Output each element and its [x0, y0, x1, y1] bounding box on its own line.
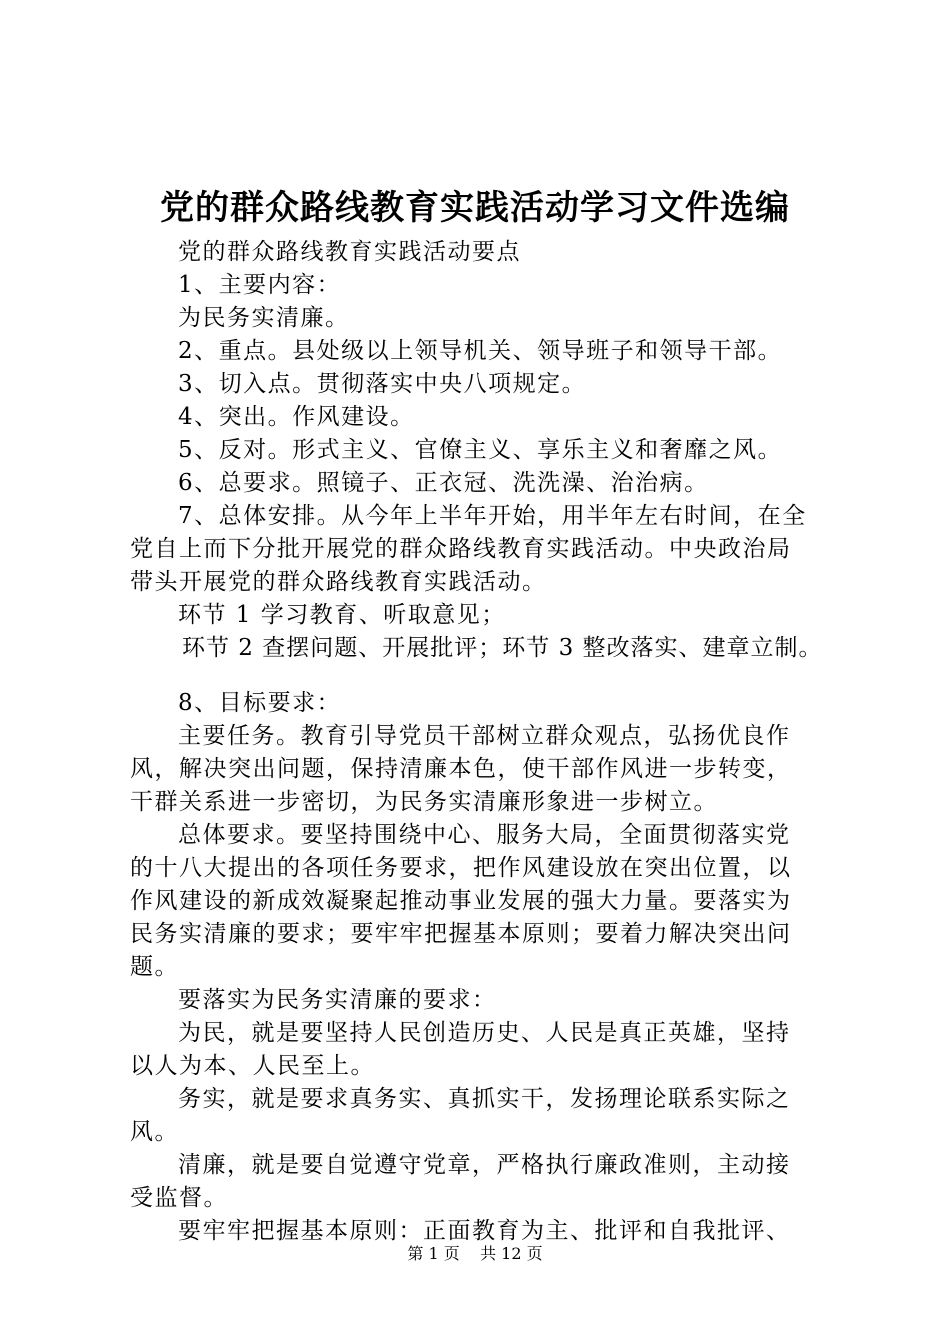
text-line: 8、目标要求：: [178, 690, 342, 716]
text-line: 带头开展党的群众路线教育实践活动。: [130, 569, 547, 595]
text-line: 总体要求。要坚持围绕中心、服务大局，全面贯彻落实党: [178, 822, 791, 848]
text-line: 6、总要求。照镜子、正衣冠、洗洗澡、治治病。: [178, 470, 709, 496]
text-line: 要落实为民务实清廉的要求：: [178, 987, 497, 1013]
text-line: 以人为本、人民至上。: [130, 1053, 375, 1079]
text-line: 党的群众路线教育实践活动要点: [178, 239, 521, 265]
page-total: 共 12 页: [480, 1244, 543, 1263]
text-line: 受监督。: [130, 1185, 228, 1211]
text-line: 民务实清廉的要求；要牢牢把握基本原则；要着力解决突出问: [130, 921, 792, 947]
text-line: 为民，就是要坚持人民创造历史、人民是真正英雄，坚持: [178, 1020, 791, 1046]
text-line: 风，解决突出问题，保持清廉本色，使干部作风进一步转变，: [130, 756, 792, 782]
text-line: 题。: [130, 954, 179, 980]
text-line: 要牢牢把握基本原则：正面教育为主、批评和自我批评、: [178, 1218, 791, 1244]
text-line: 清廉，就是要自觉遵守党章，严格执行廉政准则，主动接: [178, 1152, 791, 1178]
page-number: 第 1 页: [407, 1244, 460, 1263]
text-line: 环节 2 查摆问题、开展批评；环节 3 整改落实、建章立制。: [182, 635, 823, 661]
text-line: 2、重点。县处级以上领导机关、领导班子和领导干部。: [178, 338, 783, 364]
text-line: 主要任务。教育引导党员干部树立群众观点，弘扬优良作: [178, 723, 791, 749]
text-line: 5、反对。形式主义、官僚主义、享乐主义和奢靡之风。: [178, 437, 783, 463]
text-line: 环节 1 学习教育、听取意见；: [178, 602, 506, 628]
text-line: 的十八大提出的各项任务要求，把作风建设放在突出位置，以: [130, 855, 792, 881]
page-footer: [0, 1242, 950, 1266]
text-line: 干群关系进一步密切，为民务实清廉形象进一步树立。: [130, 789, 718, 815]
text-line: 为民务实清廉。: [178, 305, 350, 331]
text-line: 党自上而下分批开展党的群众路线教育实践活动。中央政治局: [130, 536, 792, 562]
text-line: 4、突出。作风建设。: [178, 404, 415, 430]
text-line: 1、主要内容：: [178, 272, 342, 298]
text-line: 7、总体安排。从今年上半年开始，用半年左右时间，在全: [178, 503, 807, 529]
page-title: 党的群众路线教育实践活动学习文件选编: [160, 188, 790, 228]
text-line: 风。: [130, 1119, 179, 1145]
text-line: 务实，就是要求真务实、真抓实干，发扬理论联系实际之: [178, 1086, 791, 1112]
text-line: 3、切入点。贯彻落实中央八项规定。: [178, 371, 587, 397]
text-line: 作风建设的新成效凝聚起推动事业发展的强大力量。要落实为: [130, 888, 792, 914]
